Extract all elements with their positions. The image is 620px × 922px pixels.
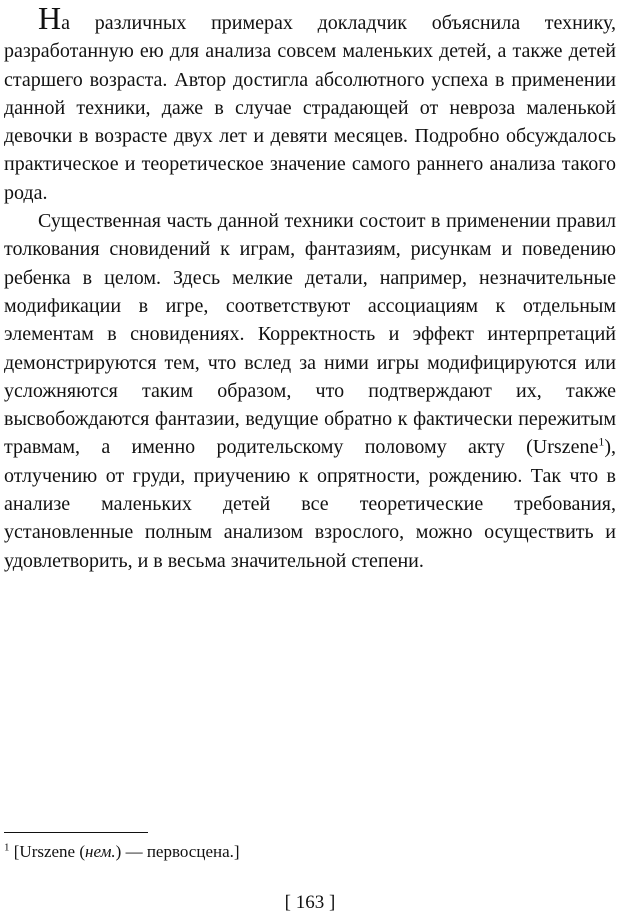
body-text [4, 0, 616, 575]
paragraph-2-text-end: ), отлучению от груди, приучению к опрятности, рождению. Так что в анализе маленьких детей все теоретические требования, установленные полным анализом взрослого, можно осуществить и удовлетворить, и в весьма значительной степени. [4, 436, 616, 572]
paragraph-2-text-start: Существенная часть данной техники состоит в применении правил толкования сновидений к играм, фантазиям, рисункам и поведению ребенка в целом. Здесь мелкие детали, например, незначительные модификации в игре, соответствуют ассоциациям к отдельным элементам в сновидениях. Корректность и эффект интерпретаций демонстрируются тем, что вслед за ними игры модифицируются или усложняются таким образом, что подтверждают их, также высвобождаются фантазии, ведущие обратно к фактически пережитым травмам, а именно родительскому половому акту (Urszene [4, 210, 616, 459]
footnote-divider [4, 832, 148, 833]
page-number: [ 163 ] [284, 892, 336, 913]
footnote-reference: 1 [598, 434, 605, 449]
footnote-language: нем. [85, 842, 116, 861]
paragraph-1-text: а различных примерах докладчик объяснила технику, разработанную ею для анализа совсем маленьких детей, а также детей старшего возраста. Автор достигла абсолютного успеха в применении данной техники, даже в случае страдающей от невроза маленькой девочки в возрасте двух лет и девяти месяцев. Подробно обсуждалось практическое и теоретическое значение самого раннего анализа такого рода. [4, 12, 616, 204]
paragraph-1 [4, 0, 616, 207]
drop-cap: Н [38, 0, 62, 36]
footnote [4, 840, 616, 864]
paragraph-2 [4, 207, 616, 575]
footnote-text-close: ) — первосцена.] [115, 842, 240, 861]
footnote-mark: 1 [4, 841, 10, 854]
footnote-text-open: [Urszene ( [9, 842, 86, 861]
